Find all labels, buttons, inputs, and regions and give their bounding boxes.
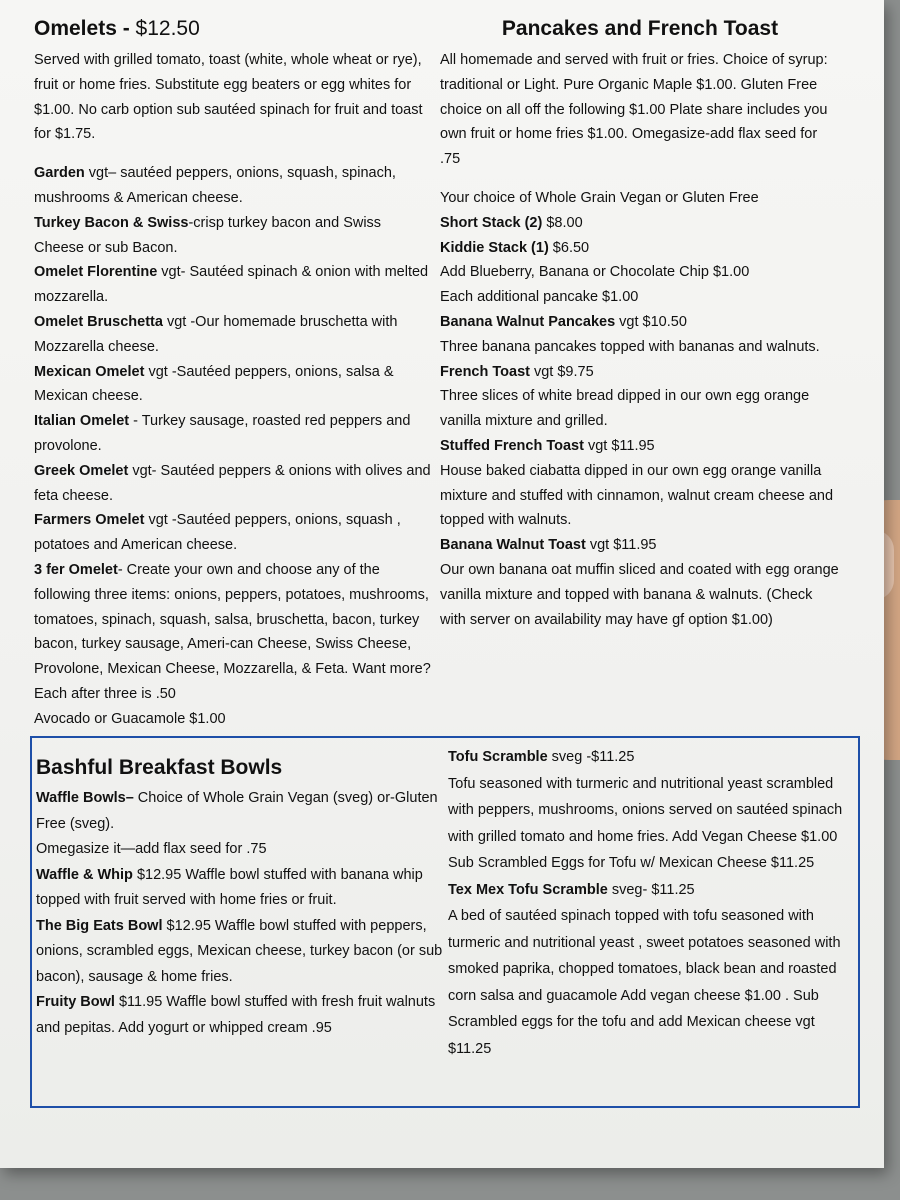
omelets-title: Omelets -	[34, 17, 136, 40]
menu-item-name: Greek Omelet	[34, 462, 129, 479]
menu-item	[440, 335, 840, 360]
menu-item-name: Tex Mex Tofu Scramble	[448, 881, 608, 898]
menu-item-text: $6.50	[548, 239, 590, 256]
menu-item	[440, 310, 840, 335]
menu-item	[440, 186, 840, 211]
menu-item-text: Add Blueberry, Banana or Chocolate Chip $1.00	[440, 264, 750, 281]
menu-item-name: Garden	[34, 165, 85, 182]
menu-item	[34, 508, 434, 558]
menu-item-text: Our own banana oat muffin sliced and coated with egg orange vanilla mixture and topped with banana & walnuts. (Check with server on availability may have gf option $1.00)	[440, 561, 839, 628]
menu-item	[448, 771, 844, 877]
menu-item	[34, 360, 434, 410]
menu-item	[34, 558, 434, 707]
menu-item-name: Italian Omelet	[34, 413, 130, 430]
menu-item-text: sveg -$11.25	[547, 749, 635, 765]
bowls-left-column	[36, 752, 446, 1041]
menu-item	[36, 914, 446, 991]
menu-item-text: Choice of Whole Grain Vegan (sveg) or-Gluten Free (sveg).	[36, 790, 438, 832]
menu-item	[36, 863, 446, 914]
menu-item-text: vgt $9.75	[529, 363, 594, 380]
menu-item-name: 3 fer Omelet	[34, 561, 118, 578]
menu-item-name: Banana Walnut Toast	[440, 537, 586, 554]
menu-item-name: Kiddie Stack (1)	[440, 239, 549, 256]
menu-item-text: $12.95 Waffle bowl stuffed with banana whip topped with fruit served with home fries or fruit.	[36, 866, 423, 908]
menu-item	[448, 903, 844, 1062]
menu-item	[440, 260, 840, 285]
menu-item-name: Fruity Bowl	[36, 994, 115, 1010]
menu-item-text: Tofu seasoned with turmeric and nutritional yeast scrambled with peppers, mushrooms, onions served on sautéed spinach with grilled tomato and home fries. Add Vegan Cheese $1.00 Sub Scrambled Eggs for Tofu w/ Mexican Cheese $11.25	[448, 775, 843, 871]
omelet-list	[34, 161, 434, 731]
menu-item	[440, 360, 840, 385]
menu-item-text: House baked ciabatta dipped in our own egg orange vanilla mixture and stuffed with cinnamon, walnut cream cheese and topped with walnuts.	[440, 462, 834, 529]
menu-item-text: Three slices of white bread dipped in our own egg orange vanilla mixture and grilled.	[440, 388, 810, 430]
menu-item-text: $11.95 Waffle bowl stuffed with fresh fruit walnuts and pepitas. Add yogurt or whipped cream .95	[36, 994, 436, 1036]
menu-item-text: A bed of sautéed spinach topped with tofu seasoned with turmeric and nutritional yeast , sweet potatoes seasoned with smoked paprika, chopped tomatoes, black bean and roasted corn salsa and guacamole Add vegan cheese $1.00 . Sub Scrambled eggs for the tofu and add Mexican cheese vgt $11.25	[448, 908, 841, 1057]
menu-item	[440, 459, 840, 533]
menu-item-text: sveg- $11.25	[607, 881, 695, 898]
menu-item-text: Avocado or Guacamole $1.00	[34, 710, 226, 727]
menu-item-text: vgt $10.50	[615, 313, 687, 330]
menu-item	[440, 434, 840, 459]
menu-item	[440, 384, 840, 434]
bowls-left-list	[36, 786, 446, 1041]
menu-item	[440, 558, 840, 632]
menu-item-name: Omelet Florentine	[34, 264, 158, 281]
menu-item-name: Mexican Omelet	[34, 363, 145, 380]
menu-item	[440, 285, 840, 310]
menu-item-name: Waffle & Whip	[36, 866, 133, 883]
menu-item-text: Your choice of Whole Grain Vegan or Gluten Free	[440, 189, 759, 206]
menu-item-text: vgt- Sautéed spinach & onion with melted mozzarella.	[34, 264, 429, 306]
menu-item-text: -crisp turkey bacon and Swiss Cheese or sub Bacon.	[34, 214, 382, 256]
menu-item-name: Omelet Bruschetta	[34, 313, 163, 330]
menu-item-text: $12.95 Waffle bowl stuffed with peppers, onions, scrambled eggs, Mexican cheese, turkey bacon (or sub bacon), sausage & home fries.	[36, 917, 443, 985]
menu-item-text: - Create your own and choose any of the following three items: onions, peppers, potatoes, mushrooms, tomatoes, spinach, squash, salsa, bruschetta, bacon, turkey bacon, turkey sausage, Ameri-can Cheese, Swiss Cheese, Provolone, Mexican Cheese, Mozzarella, & Feta. Want more? Each after three is .50	[34, 561, 431, 702]
menu-item	[440, 533, 840, 558]
menu-item-name: French Toast	[440, 363, 530, 380]
omelets-section	[34, 14, 434, 732]
menu-item-text: vgt -Sautéed peppers, onions, salsa & Mexican cheese.	[34, 363, 394, 405]
bowls-right-list	[448, 744, 844, 1062]
menu-item-name: Farmers Omelet	[34, 512, 145, 529]
menu-item-name: Waffle Bowls–	[36, 790, 134, 806]
menu-item	[34, 161, 434, 211]
menu-item	[36, 990, 446, 1041]
menu-item-name: Turkey Bacon & Swiss	[34, 214, 189, 231]
omelets-heading	[34, 14, 434, 44]
menu-item	[34, 260, 434, 310]
menu-item-text: Three banana pancakes topped with bananas and walnuts.	[440, 338, 820, 355]
bowls-right-column	[448, 744, 844, 1062]
menu-item	[34, 707, 434, 732]
menu-item-text: - Turkey sausage, roasted red peppers and provolone.	[34, 413, 411, 454]
menu-item	[36, 786, 446, 837]
menu-item-name: The Big Eats Bowl	[36, 917, 163, 934]
menu-item-text: Each additional pancake $1.00	[440, 289, 639, 306]
menu-item-text: vgt -Our homemade bruschetta with Mozzarella cheese.	[34, 313, 398, 355]
menu-item-text: $8.00	[542, 214, 583, 231]
pancakes-section	[440, 14, 840, 632]
menu-item	[34, 409, 434, 459]
menu-item-text: vgt– sautéed peppers, onions, squash, spinach, mushrooms & American cheese.	[34, 165, 396, 206]
menu-item-name: Banana Walnut Pancakes	[440, 313, 616, 330]
menu-item-text: Omegasize it—add flax seed for .75	[36, 841, 267, 857]
menu-item-name: Short Stack (2)	[440, 214, 543, 231]
menu-item-text: vgt -Sautéed peppers, onions, squash , potatoes and American cheese.	[34, 512, 401, 554]
pancake-list	[440, 186, 840, 632]
menu-item	[448, 877, 844, 904]
menu-item	[34, 211, 434, 261]
menu-item-text: vgt $11.95	[585, 537, 657, 554]
menu-item	[440, 236, 840, 261]
menu-item-text: vgt- Sautéed peppers & onions with olives and feta cheese.	[34, 462, 431, 504]
menu-item-name: Stuffed French Toast	[440, 437, 584, 454]
omelets-price: $12.50	[135, 17, 200, 40]
bowls-title: Bashful Breakfast Bowls	[36, 756, 283, 779]
omelets-intro: Served with grilled tomato, toast (white, whole wheat or rye), fruit or home fries. Substitute egg beaters or egg whites for $1.00. No carb option sub sautéed spinach for fruit and toast for $1.75.	[34, 52, 423, 143]
menu-item	[36, 837, 446, 863]
pancakes-title: Pancakes and French Toast	[501, 17, 779, 40]
menu-item-name: Tofu Scramble	[448, 749, 548, 765]
pancakes-intro: All homemade and served with fruit or fries. Choice of syrup: traditional or Light. Pure Organic Maple $1.00. Gluten Free choice on all off the following $1.00 Plate share includes you own fruit or home fries $1.00. Omegasize-add flax seed for .75	[440, 52, 828, 168]
menu-item	[34, 459, 434, 509]
menu-item	[448, 744, 844, 771]
menu-item-text: vgt $11.95	[583, 437, 655, 454]
menu-item	[440, 211, 840, 236]
menu-item	[34, 310, 434, 360]
